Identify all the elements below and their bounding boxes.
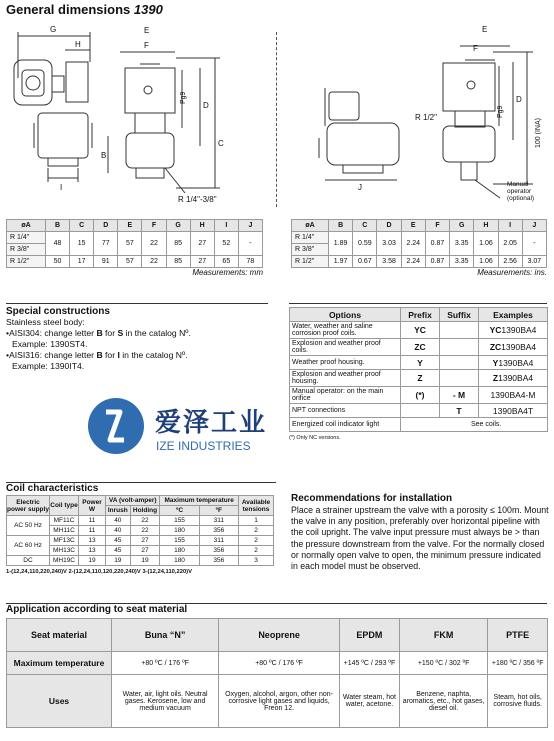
text: B xyxy=(96,350,103,360)
coil-cell: MF13C xyxy=(50,536,79,546)
dimensions-in-table xyxy=(291,219,547,268)
table-row xyxy=(7,516,274,526)
coil-cell: 1 xyxy=(239,516,274,526)
value-cell: 50 xyxy=(46,256,70,268)
coil-cell: 22 xyxy=(130,526,160,536)
col-header: B xyxy=(46,220,70,232)
size-cell: R 1/4" xyxy=(292,232,329,244)
coil-cell: 356 xyxy=(199,526,238,536)
coil-cell: 19 xyxy=(79,556,106,566)
value-cell: 78 xyxy=(238,256,262,268)
coil-heading: Coil characteristics xyxy=(6,483,99,494)
text: 1390BA4T xyxy=(492,405,534,416)
value-cell: 17 xyxy=(70,256,94,268)
dim-label-e: E xyxy=(144,26,150,35)
coil-cell: 27 xyxy=(130,536,160,546)
col-header: Prefix xyxy=(401,308,440,322)
col-header: B xyxy=(329,220,353,232)
recommendations xyxy=(291,493,549,572)
col-header: G xyxy=(450,220,474,232)
value-cell: 85 xyxy=(166,256,190,268)
text: for xyxy=(102,328,118,338)
value-cell: 2.05 xyxy=(498,232,522,256)
table-row xyxy=(7,232,263,244)
coil-cell: 180 xyxy=(160,556,199,566)
col-header: Power W xyxy=(79,496,106,516)
measurement-note-mm: Measurements: mm xyxy=(192,268,263,277)
coil-cell: 45 xyxy=(106,546,131,556)
value-cell: 27 xyxy=(190,232,214,256)
coil-cell: 311 xyxy=(199,516,238,526)
dim-label-h: H xyxy=(75,40,81,49)
coil-cell: 356 xyxy=(199,556,238,566)
coil-cell: 27 xyxy=(130,546,160,556)
value-cell: 15 xyxy=(70,232,94,256)
dim-label-thread-right: R 1/2" xyxy=(415,113,437,122)
col-header: VA (volt-amper) xyxy=(106,496,160,506)
text: Y xyxy=(492,357,499,368)
temp-cell: +180 ºC / 356 ºF xyxy=(488,652,548,675)
dim-label-d: D xyxy=(203,101,209,110)
options-footnote: (*) Only NC versions. xyxy=(289,435,341,441)
col-header: Examples xyxy=(479,308,548,322)
temp-cell: +80 ºC / 176 ºF xyxy=(112,652,219,675)
value-cell: 1.97 xyxy=(329,256,353,268)
text: I xyxy=(117,350,120,360)
text: B xyxy=(96,328,103,338)
col-header: Available tensions xyxy=(239,496,274,516)
application-heading: Application according to seat material xyxy=(6,604,188,615)
option-cell: NPT connections xyxy=(290,404,401,418)
dim-label-g: G xyxy=(50,25,57,34)
special-bullet2 xyxy=(6,350,276,361)
value-cell: 52 xyxy=(214,232,238,256)
col-header: ºF xyxy=(199,506,238,516)
coil-cell: 19 xyxy=(130,556,160,566)
col-header: FKM xyxy=(399,619,487,652)
table-row xyxy=(7,556,274,566)
supply-cell: AC 60 Hz xyxy=(7,536,50,556)
text: 1390BA4 xyxy=(501,342,537,352)
col-header: Electric power supply xyxy=(7,496,50,516)
col-header: G xyxy=(166,220,190,232)
special-constructions xyxy=(6,306,276,372)
value-cell: 48 xyxy=(46,232,70,256)
table-row xyxy=(290,387,548,404)
dimensions-mm xyxy=(6,219,263,277)
dimensions-mm-table xyxy=(6,219,263,268)
application-table xyxy=(6,618,548,728)
uses-cell: Water, air, light oils. Neutral gases. Kerosene, low and medium vacuum xyxy=(112,675,219,728)
dim-label-e-right: E xyxy=(482,25,488,34)
coil-cell: 13 xyxy=(79,546,106,556)
table-row xyxy=(7,652,548,675)
application xyxy=(6,604,548,728)
col-header: Seat material xyxy=(7,619,112,652)
value-cell: 3.35 xyxy=(450,232,474,256)
col-header: E xyxy=(118,220,142,232)
col-header: J xyxy=(522,220,546,232)
coil-cell: 11 xyxy=(79,516,106,526)
value-cell: 65 xyxy=(214,256,238,268)
col-header: Buna “N” xyxy=(112,619,219,652)
text: 1390BA4 xyxy=(498,373,534,383)
text: Z xyxy=(492,373,499,383)
recommend-text: Place a strainer upstream the valve with a porosity ≤ 100m. Mount the valve in any position, preferably over horizontal pipeline with the coil upright. The valve input pressure must always be > than the pressure downstream from the valve. For the normally closed or normally open valve to open, the minimum pressure indicated in each model must be observed. xyxy=(291,505,549,572)
coil-cell: 40 xyxy=(106,526,131,536)
options xyxy=(289,307,548,441)
example-cell xyxy=(479,322,548,339)
temp-cell: +145 ºC / 293 ºF xyxy=(339,652,399,675)
col-header: Holding xyxy=(130,506,160,516)
col-header: C xyxy=(70,220,94,232)
col-header: Inrush xyxy=(106,506,131,516)
option-cell: Manual operator: on the main orifice xyxy=(290,387,401,404)
page-title xyxy=(6,2,163,17)
text: for xyxy=(102,350,118,360)
size-cell: R 3/8" xyxy=(292,244,329,256)
value-cell: 91 xyxy=(94,256,118,268)
special-example1: Example: 1390ST4. xyxy=(12,339,88,349)
options-divider xyxy=(289,303,547,304)
special-divider xyxy=(6,303,268,304)
table-row xyxy=(292,256,547,268)
uses-cell: Water steam, hot water, acetone. xyxy=(339,675,399,728)
example-cell xyxy=(479,387,548,404)
text: in the catalog Nº. xyxy=(119,350,188,360)
table-row xyxy=(7,675,548,728)
text: in the catalog Nº. xyxy=(123,328,191,338)
prefix-cell: Y xyxy=(417,357,423,368)
coil-cell: 311 xyxy=(199,536,238,546)
table-row xyxy=(290,418,548,432)
coil-cell: 45 xyxy=(106,536,131,546)
table-row xyxy=(290,404,548,418)
logo-chinese: 爱泽工业 xyxy=(155,407,268,437)
option-cell: Energized coil indicator light xyxy=(290,418,401,432)
supply-cell: AC 50 Hz xyxy=(7,516,50,536)
value-cell: 2.56 xyxy=(498,256,522,268)
ize-logo xyxy=(86,396,146,456)
options-table xyxy=(289,307,548,432)
coil-cell: 2 xyxy=(239,526,274,536)
value-cell: 3.35 xyxy=(450,256,474,268)
dim-label-d-right: D xyxy=(516,95,522,104)
dim-label-pg9-right: Pg9 xyxy=(497,105,504,118)
coil-table xyxy=(6,495,274,566)
size-cell: R 1/2" xyxy=(292,256,329,268)
col-header: J xyxy=(238,220,262,232)
value-cell: 57 xyxy=(118,256,142,268)
coil-cell: 180 xyxy=(160,526,199,536)
supply-cell: DC xyxy=(7,556,50,566)
manual-label-2: operator xyxy=(507,188,532,195)
col-header: Suffix xyxy=(440,308,479,322)
dim-label-b: B xyxy=(101,151,107,160)
table-row xyxy=(290,339,548,356)
coil-cell: 155 xyxy=(160,536,199,546)
col-header: EPDM xyxy=(339,619,399,652)
prefix-cell: (*) xyxy=(415,390,425,400)
uses-label: Uses xyxy=(7,675,112,728)
value-cell: 3.58 xyxy=(377,256,401,268)
value-cell: 0.59 xyxy=(353,232,377,256)
dim-label-thread: R 1/4"-3/8" xyxy=(178,195,217,204)
coil-cell: 155 xyxy=(160,516,199,526)
valve-drawing-left xyxy=(0,18,275,213)
coil-cell: 180 xyxy=(160,546,199,556)
title-model: 1390 xyxy=(133,2,163,17)
example-cell xyxy=(479,370,548,387)
text: •AISI304: change letter xyxy=(6,328,97,338)
value-cell: - xyxy=(238,232,262,256)
col-header: Coil type xyxy=(50,496,79,516)
dim-label-inlet: 100 (INA) xyxy=(535,118,542,148)
text: 1390BA4 xyxy=(501,325,537,335)
value-cell: 0.87 xyxy=(425,232,449,256)
option-cell: Weather proof housing. xyxy=(290,356,401,370)
col-header: Options xyxy=(290,308,401,322)
coil-cell: 2 xyxy=(239,546,274,556)
dim-label-c: C xyxy=(218,139,224,148)
value-cell: - xyxy=(522,232,546,256)
prefix-cell: ZC xyxy=(414,342,426,352)
coil-cell: 40 xyxy=(106,516,131,526)
coil-cell: 22 xyxy=(130,516,160,526)
uses-cell: Oxygen, alcohol, argon, other non-corrosive light gases and liquids, Freon 12. xyxy=(219,675,340,728)
coil-cell: 3 xyxy=(239,556,274,566)
dim-label-pg9: Pg9 xyxy=(180,91,187,104)
text: S xyxy=(117,328,124,338)
col-header: C xyxy=(353,220,377,232)
col-header: F xyxy=(142,220,166,232)
measurement-note-in: Measurements: ins. xyxy=(477,268,547,277)
option-cell: Explosion and weather proof coils. xyxy=(290,339,401,356)
size-cell: R 1/2" xyxy=(7,256,46,268)
dim-label-i: I xyxy=(60,183,63,192)
special-line0-text: Stainless steel body: xyxy=(6,317,85,327)
ize-logo-icon xyxy=(86,396,146,456)
coil-cell: 356 xyxy=(199,546,238,556)
table-row xyxy=(7,256,263,268)
coil-cell: MH11C xyxy=(50,526,79,536)
size-cell: R 3/8" xyxy=(7,244,46,256)
prefix-cell: YC xyxy=(414,325,426,335)
value-cell: 85 xyxy=(166,232,190,256)
coil-cell: 11 xyxy=(79,526,106,536)
text: 1390BA4-M xyxy=(490,390,536,400)
coil-cell: 2 xyxy=(239,536,274,546)
text: 1390BA4 xyxy=(498,357,534,368)
value-cell: 1.06 xyxy=(474,232,498,256)
manual-label-3: (optional) xyxy=(507,195,535,202)
col-header: I xyxy=(214,220,238,232)
logo-english: IZE INDUSTRIES xyxy=(156,439,251,453)
special-example2: Example: 1390IT4. xyxy=(12,361,85,371)
coil-cell: 19 xyxy=(106,556,131,566)
recommend-heading: Recommendations for installation xyxy=(291,493,453,504)
value-cell: 22 xyxy=(142,256,166,268)
coil-cell: MH13C xyxy=(50,546,79,556)
table-row xyxy=(292,232,547,244)
col-header: øA xyxy=(292,220,329,232)
coil-cell: MF11C xyxy=(50,516,79,526)
dim-label-j: J xyxy=(358,183,362,192)
col-header: Maximum temperature xyxy=(160,496,239,506)
coil-footnote: 1-(12,24,110,220,240)V 2-(12,24,110,120,220,240)V 3-(12,24,110,220)V xyxy=(6,569,192,575)
temp-label: Maximum temperature xyxy=(7,652,112,675)
option-cell: Water, weather and saline corrosion proof coils. xyxy=(290,322,401,339)
col-header: D xyxy=(377,220,401,232)
suffix-cell: - M xyxy=(452,390,466,400)
example-cell xyxy=(479,404,548,418)
example-cell xyxy=(479,339,548,356)
dim-label-f-right: F xyxy=(473,44,478,53)
option-cell: Explosion and weather proof housing. xyxy=(290,370,401,387)
temp-cell: +80 ºC / 176 ºF xyxy=(219,652,340,675)
value-cell: 0.87 xyxy=(425,256,449,268)
valve-drawing-right xyxy=(285,18,550,213)
table-row xyxy=(290,322,548,339)
col-header: Neoprene xyxy=(219,619,340,652)
title-text: General dimensions xyxy=(6,2,131,17)
table-row xyxy=(290,370,548,387)
dimensions-in xyxy=(291,219,547,277)
col-header: H xyxy=(190,220,214,232)
value-cell: 0.67 xyxy=(353,256,377,268)
value-cell: 3.07 xyxy=(522,256,546,268)
drawing-separator xyxy=(276,32,277,207)
uses-cell: Steam, hot oils, corrosive fluids. xyxy=(488,675,548,728)
text: ZC xyxy=(489,342,502,352)
size-cell: R 1/4" xyxy=(7,232,46,244)
dim-label-f: F xyxy=(144,41,149,50)
coil-characteristics xyxy=(6,483,276,575)
prefix-cell: Z xyxy=(417,373,423,383)
value-cell: 3.03 xyxy=(377,232,401,256)
special-heading: Special constructions xyxy=(6,306,110,317)
example-cell xyxy=(479,356,548,370)
table-row xyxy=(290,356,548,370)
col-header: D xyxy=(94,220,118,232)
coil-cell: 13 xyxy=(79,536,106,546)
value-cell: 1.89 xyxy=(329,232,353,256)
col-header: PTFE xyxy=(488,619,548,652)
value-cell: 1.06 xyxy=(474,256,498,268)
text: YC xyxy=(489,325,502,335)
value-cell: 22 xyxy=(142,232,166,256)
value-cell: 57 xyxy=(118,232,142,256)
value-cell: 27 xyxy=(190,256,214,268)
special-bullet1 xyxy=(6,328,276,339)
manual-label-1: Manual xyxy=(507,181,529,188)
option-value-cell: See coils. xyxy=(401,418,548,432)
special-line0 xyxy=(6,317,276,328)
table-row xyxy=(7,536,274,546)
suffix-cell: T xyxy=(456,405,462,416)
col-header: øA xyxy=(7,220,46,232)
value-cell: 2.24 xyxy=(401,232,425,256)
col-header: ºC xyxy=(160,506,199,516)
uses-cell: Benzene, naphta, aromatics, etc., hot gases, diesel oil. xyxy=(399,675,487,728)
value-cell: 77 xyxy=(94,232,118,256)
col-header: H xyxy=(474,220,498,232)
col-header: F xyxy=(425,220,449,232)
col-header: I xyxy=(498,220,522,232)
value-cell: 2.24 xyxy=(401,256,425,268)
col-header: E xyxy=(401,220,425,232)
text: •AISI316: change letter xyxy=(6,350,97,360)
coil-cell: MH19C xyxy=(50,556,79,566)
temp-cell: +150 ºC / 302 ºF xyxy=(399,652,487,675)
